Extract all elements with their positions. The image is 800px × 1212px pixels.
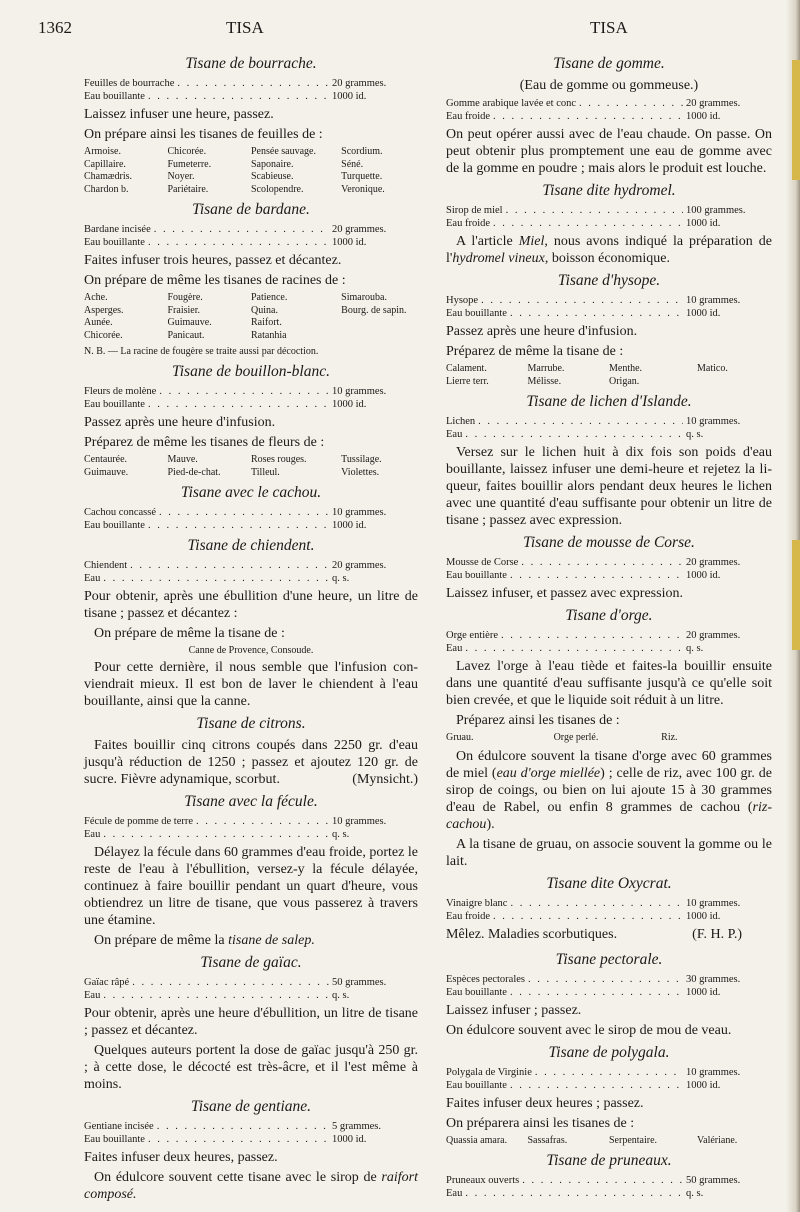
- paragraph: On préparera ainsi les tisanes de :: [446, 1115, 635, 1131]
- section-title: Tisane de gaïac.: [200, 954, 302, 971]
- ingredient-line: Polygala de Virginie . . . 10 grammes.: [446, 1066, 772, 1079]
- ingredient-line: Vinaigre blanc . . . 10 grammes.: [446, 897, 772, 910]
- paragraph: Passez après une heure d'infusion.: [84, 415, 276, 430]
- paragraph: On édulcore souvent avec le sirop de mou de veau.: [446, 1022, 732, 1038]
- paragraph: Versez sur le lichen huit à dix fois son poids d'eau bouillante, laissez infuser une demi-heure et rejetez la liqueur, faites bouillir alors pendant deux heures le lichen avec une quantité d'eau suffisante pour obtenir un litre de tisane ; passez avec expression.: [446, 445, 772, 528]
- section-title: Tisane de polygala.: [548, 1043, 670, 1061]
- paragraph: Mêlez. Maladies scorbutiques.: [446, 926, 618, 942]
- section-title: Tisane dite Oxycrat.: [546, 874, 672, 892]
- section-title: Tisane de pruneaux.: [546, 1152, 672, 1169]
- left-column: [84, 50, 418, 1206]
- ingredient-line: Hysope . . . 10 grammes.: [446, 294, 772, 307]
- paragraph: A la tisane de gruau, on associe souvent la gomme ou le lait.: [446, 836, 772, 869]
- edge-tab: [792, 540, 800, 650]
- ingredient-line: Feuilles de bourrache . . . 20 grammes.: [84, 77, 418, 90]
- ingredient-line: Eau bouillante . . . 1000 id.: [446, 986, 772, 999]
- ingredient-line: Mousse de Corse . . . 20 grammes.: [446, 556, 772, 569]
- ingredient-line: Sirop de miel . . . 100 grammes.: [446, 204, 772, 217]
- ingredient-line: Eau bouillante . . . 1000 id.: [84, 398, 418, 411]
- ingredient-line: Eau bouillante . . . 1000 id.: [84, 90, 418, 103]
- ingredient-line: Eau froide . . . 1000 id.: [446, 910, 772, 923]
- ingredient-line: Eau bouillante . . . 1000 id.: [446, 1079, 772, 1092]
- ingredient-line: Eau bouillante . . . 1000 id.: [84, 1133, 418, 1146]
- section-title: Tisane de bardane.: [192, 201, 310, 218]
- ingredient-line: Eau bouillante . . . 1000 id.: [446, 307, 772, 320]
- ingredient-line: Gaïac râpé . . . 50 grammes.: [84, 976, 418, 989]
- paragraph: Quelques auteurs portent la dose de gaïac jusqu'à 250 gr. ; à cette dose, le décocté est très-âcre, et il l'est même à moins.: [84, 1043, 418, 1092]
- section-title: Tisane avec le cachou.: [180, 484, 322, 501]
- subtitle: (Eau de gomme ou gommeuse.): [519, 78, 699, 93]
- paragraph: Pour obtenir, après une ébullition d'une heure, un litre de tisane ; passez et décantez :: [84, 589, 418, 621]
- ingredient-line: Eau bouillante . . . 1000 id.: [446, 569, 772, 582]
- paragraph: On prépare de même les tisanes de racines de :: [84, 273, 346, 288]
- ingredient-line: Fécule de pomme de terre . . . 10 grammes.: [84, 815, 418, 828]
- plant-list: Centaurée. Mauve. Roses rouges. Tussilage. Guimauve. Pied-de-chat. Tilleul. Violettes.: [84, 454, 382, 478]
- ingredient-line: Eau . . . q. s.: [84, 989, 418, 1002]
- paragraph: Préparez de même les tisanes de fleurs de :: [84, 435, 325, 450]
- paragraph: A l'article Miel, nous avons indiqué la préparation de l'hydromel vineux, boisson économique.: [446, 234, 772, 266]
- plant-list: Armoise. Chicorée. Pensée sauvage. Scordium. Capillaire. Fumeterre. Saponaire. Séné. Chamædris. Noyer. Scabieuse. Turquette. Chardon b. Pariétaire. Scolopendre. Veronique.: [84, 146, 385, 195]
- section-title: Tisane de lichen d'Islande.: [526, 393, 692, 410]
- note: N. B. — La racine de fougère se traite aussi par décoction.: [84, 346, 319, 357]
- header-left-title: TISA: [226, 18, 264, 37]
- section-title: Tisane pectorale.: [555, 950, 663, 968]
- plant-list: Ache. Fougère. Patience. Simarouba. Asperges. Fraisier. Quina. Bourg. de sapin. Aunée. Guimauve. Raifort. Chicorée. Panicaut. Ratanhia: [84, 292, 407, 341]
- paragraph: On prépare de même la tisane de :: [94, 626, 285, 641]
- section-title: Tisane de bouillon-blanc.: [171, 363, 330, 380]
- section-title: Tisane d'orge.: [565, 607, 653, 624]
- section-title: Tisane de bourrache.: [185, 55, 317, 72]
- ingredient-line: Eau . . . q. s.: [446, 1187, 772, 1200]
- paragraph: Faites infuser deux heures ; passez.: [446, 1095, 644, 1111]
- ingredient-line: Eau bouillante . . . 1000 id.: [84, 236, 418, 249]
- plant-list: Quassia amara. Sassafras. Serpentaire. Valériane.: [446, 1134, 738, 1146]
- running-header: [0, 18, 800, 44]
- reference: (F. H. P.): [692, 926, 742, 942]
- ingredient-line: Eau . . . q. s.: [446, 428, 772, 441]
- ingredient-line: Eau froide . . . 1000 id.: [446, 110, 772, 123]
- paragraph: Pour obtenir, après une heure d'ébullition, un litre de tisane ; passez et décantez.: [84, 1006, 418, 1038]
- paragraph: Laissez infuser, et passez avec expression.: [446, 586, 683, 601]
- ingredient-line: Orge entière . . . 20 grammes.: [446, 629, 772, 642]
- ingredient-line: Eau froide . . . 1000 id.: [446, 217, 772, 230]
- section-title: Tisane de gentiane.: [190, 1098, 312, 1115]
- plant-list: Canne de Provence, Consoude.: [188, 645, 314, 656]
- paragraph: Laissez infuser ; passez.: [446, 1002, 582, 1018]
- page-number: 1362: [38, 18, 72, 37]
- plant-list: Calament. Marrube. Menthe. Matico. Lierre terr. Mélisse. Origan.: [446, 363, 728, 387]
- ingredient-line: Chiendent . . . 20 grammes.: [84, 559, 418, 572]
- section-title: Tisane d'hysope.: [557, 272, 661, 289]
- paragraph: On prépare de même la tisane de salep.: [94, 933, 315, 948]
- ingredient-line: Eau . . . q. s.: [84, 572, 418, 585]
- ingredient-line: Espèces pectorales . . . 30 grammes.: [446, 973, 772, 986]
- paragraph: Délayez la fécule dans 60 grammes d'eau froide, portez le reste de l'eau à l'ébullition, versez-y la fécule délayée, continuez à faire bouillir pendant un quart d'heure, vous obtiendrez un litre de tisane, que vous passerez à travers une étamine.: [84, 845, 418, 928]
- paragraph: Faites infuser deux heures, passez.: [84, 1150, 278, 1165]
- ingredient-line: Lichen . . . 10 grammes.: [446, 415, 772, 428]
- section-title: Tisane dite hydromel.: [542, 182, 676, 199]
- paragraph: On édulcore souvent cette tisane avec le sirop de raifort composé.: [84, 1170, 418, 1202]
- ingredient-line: Eau bouillante . . . 1000 id.: [84, 519, 418, 532]
- section-title: Tisane avec la fécule.: [184, 793, 318, 810]
- paragraph: Faites infuser trois heures, passez et décantez.: [84, 253, 342, 268]
- ingredient-line: Gentiane incisée . . . 5 grammes.: [84, 1120, 418, 1133]
- section-title: Tisane de mousse de Corse.: [523, 534, 695, 551]
- paragraph: Laissez infuser une heure, passez.: [84, 107, 274, 122]
- paragraph: Passez après une heure d'infusion.: [446, 324, 638, 339]
- ingredient-line: Gomme arabique lavée et conc . . . 20 grammes.: [446, 97, 772, 110]
- section-title: Tisane de chiendent.: [187, 537, 315, 554]
- paragraph: On prépare ainsi les tisanes de feuilles de :: [84, 127, 323, 142]
- ingredient-line: Cachou concassé . . . 10 grammes.: [84, 506, 418, 519]
- section-title: Tisane de citrons.: [196, 715, 306, 732]
- paragraph: Pour cette dernière, il nous semble que l'infusion conviendrait mieux. Il est bon de laver le chiendent à l'eau bouillante, ainsi que la canne.: [84, 660, 418, 709]
- paragraph: Faites bouillir cinq citrons coupés dans 2250 gr. d'eau jusqu'à réduction de 1250 ; passez et ajoutez 120 gr. de sucre. Fièvre adynamique, scorbut. (Mynsicht.): [84, 738, 418, 787]
- paragraph: On peut opérer aussi avec de l'eau chaude. On passe. On peut obtenir plus promptement une eau de gomme avec de la gomme en poudre ; mais alors le produit est louche.: [446, 127, 772, 176]
- paragraph: On édulcore souvent la tisane d'orge avec 60 grammes de miel (eau d'orge miellée) ; celle de riz, avec 100 gr. de sirop de coings, ou bien on lui ajoute 15 à 30 grammes d'eau de Rabel, ou enfin 8 grammes de cachou (riz-cachou).: [446, 748, 773, 832]
- paragraph: Préparez ainsi les tisanes de :: [456, 713, 620, 728]
- ingredient-line: Bardane incisée . . . 20 grammes.: [84, 223, 418, 236]
- plant-list: Gruau. Orge perlé. Riz.: [446, 732, 678, 743]
- right-column: [446, 50, 772, 1200]
- header-right-title: TISA: [590, 18, 628, 37]
- ingredient-line: Pruneaux ouverts . . . 50 grammes.: [446, 1174, 772, 1187]
- ingredient-line: Eau . . . q. s.: [84, 828, 418, 841]
- ingredient-line: Fleurs de molène . . . 10 grammes.: [84, 385, 418, 398]
- reference: (Mynsicht.): [352, 772, 418, 787]
- paragraph-row: [446, 923, 772, 946]
- paragraph: Lavez l'orge à l'eau tiède et faites-la bouillir ensuite dans une quantité d'eau suffisante jusqu'à ce qu'elle soit bien crevée, et que le liquide soit réduit à un litre.: [446, 659, 772, 708]
- ingredient-line: Eau . . . q. s.: [446, 642, 772, 655]
- section-title: Tisane de gomme.: [553, 55, 665, 72]
- edge-tab: [792, 60, 800, 180]
- paragraph: Préparez de même la tisane de :: [446, 344, 624, 359]
